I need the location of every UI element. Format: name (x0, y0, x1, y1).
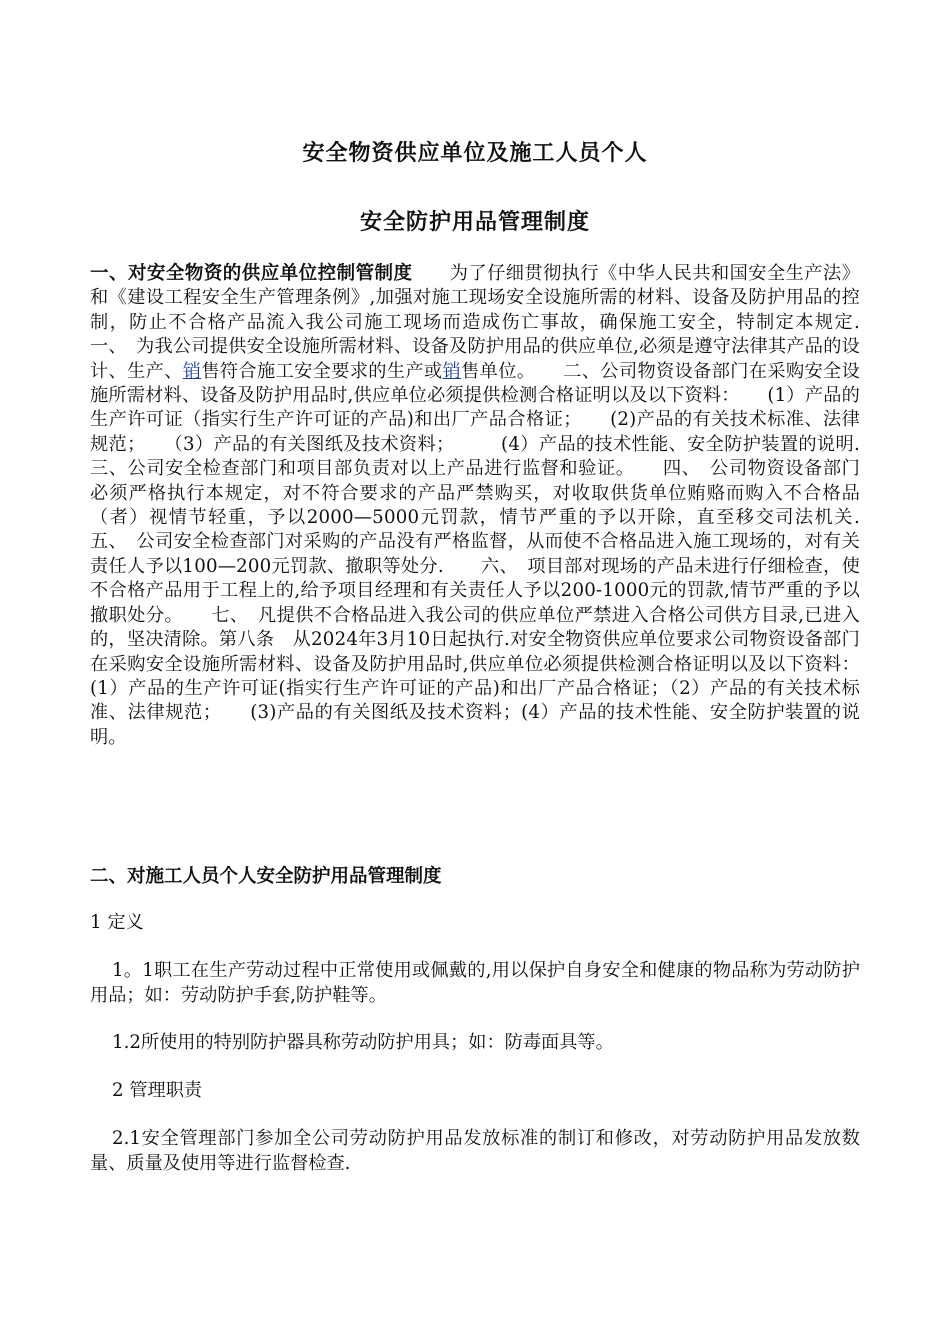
item-1-2: 1.2所使用的特别防护器具称劳动防护用具；如：防毒面具等。 (112, 1032, 614, 1053)
section1-text-b: 售符合施工安全要求的生产或 (201, 360, 443, 382)
item-1-1: 1。1职工在生产劳动过程中正常使用或佩戴的,用以保护自身安全和健康的物品称为劳动防护用品；如：劳动防护手套,防护鞋等。 (90, 960, 860, 1006)
document-title-line1: 安全物资供应单位及施工人员个人 (302, 141, 648, 166)
section1-heading: 一、对安全物资的供应单位控制管制度 (90, 263, 413, 284)
duty-title: 2 管理职责 (112, 1080, 203, 1101)
sales-link-2[interactable]: 销 (442, 360, 462, 382)
item-2-1: 2.1安全管理部门参加全公司劳动防护用品发放标准的制订和修改，对劳动防护用品发放数量、质量及使用等进行监督检查. (90, 1128, 860, 1174)
definition-title: 1 定义 (90, 912, 144, 933)
section1-paragraph (90, 262, 897, 750)
sales-link-1[interactable]: 销 (182, 360, 202, 382)
section2-heading: 二、对施工人员个人安全防护用品管理制度 (90, 866, 442, 887)
document-title-line2: 安全防护用品管理制度 (359, 210, 590, 235)
section1-text-a: 为了仔细贯彻执行《中华人民共和国安全生产法》和《建设工程安全生产管理条例》,加强对施工现场安全设施所需的材料、设备及防护用品的控制，防止不合格产品流入我公司施工现场而造成伤亡事故，确保施工安全，特制定本规定. 一、 为我公司提供安全设施所需材料、设备及防护用品的供应单位,必须是遵守法律其产品的设计、生产、 (90, 263, 897, 382)
section1-body (90, 262, 897, 750)
section1-text-c: 售单位。 二、公司物资设备部门在采购安全设施所需材料、设备及防护用品时,供应单位必须提供检测合格证明以及以下资料： (1）产品的生产许可证（指实行生产许可证的产品)和出厂产品合格证； (2)产品的有关技术标准、法律规范； （3）产品的有关图纸及技术资料； (4）产品的技术性能、安全防护装置的说明. 三、公司安全检查部门和项目部负责对以上产品进行监督和验证。 四、 公司物资设备部门必须严格执行本规定，对不符合要求的产品严禁购买，对收取供货单位贿赂而购入不合格品（者）视情节轻重，予以2000—5000元罚款，情节严重的予以开除，直至移交司法机关. 五、 公司安全检查部门对采购的产品没有严格监督，从而使不合格品进入施工现场的，对有关责任人予以100—200元罚款、撤职等处分. 六、 项目部对现场的产品未进行仔细检查，使不合格产品用于工程上的,给予项目经理和有关责任人予以200-1000元的罚款,情节严重的予以撤职处分。 七、 凡提供不合格品进入我公司的供应单位严禁进入合格公司供方目录,已进入的，坚决清除。第八条 从2024年3月10日起执行.对安全物资供应单位要求公司物资设备部门在采购安全设施所需材料、设备及防护用品时,供应单位必须提供检测合格证明以及以下资料：(1）产品的生产许可证(指实行生产许可证的产品)和出厂产品合格证；（2）产品的有关技术标准、法律规范； (3)产品的有关图纸及技术资料；(4）产品的技术性能、安全防护装置的说明。 (90, 360, 897, 748)
